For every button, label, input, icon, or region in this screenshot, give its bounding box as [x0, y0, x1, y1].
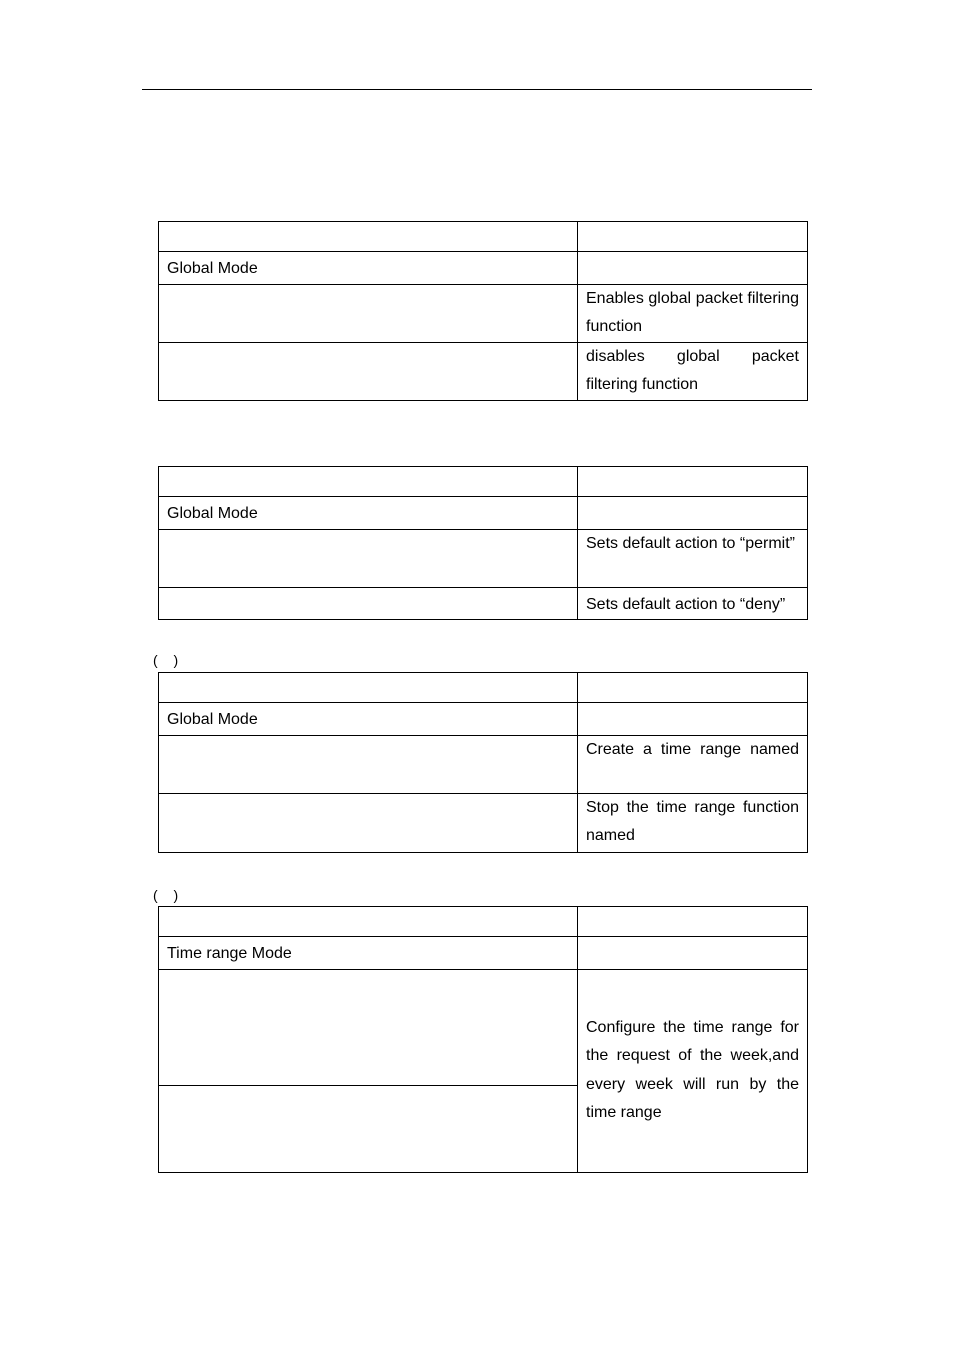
- description-cell: Create a time range named: [578, 735, 808, 793]
- table-row: [159, 937, 808, 970]
- table-row: [159, 587, 808, 620]
- table-row: [159, 735, 808, 793]
- description-cell: disables global packet filtering function: [578, 342, 808, 400]
- description-cell: [578, 937, 808, 970]
- command-cell: [159, 1085, 578, 1172]
- description-cell: Sets default action to “deny”: [578, 587, 808, 620]
- table-row: [159, 284, 808, 342]
- mode-cell: Global Mode: [159, 703, 578, 736]
- description-cell: [578, 222, 808, 252]
- mode-cell: Global Mode: [159, 497, 578, 530]
- description-cell: [578, 252, 808, 285]
- command-cell: [159, 793, 578, 852]
- table-row: [159, 703, 808, 736]
- command-cell: [159, 969, 578, 1085]
- section-label: ( ): [153, 887, 185, 903]
- table-row: [159, 793, 808, 852]
- time-range-table: [158, 672, 808, 853]
- packet-filtering-table: [158, 221, 808, 401]
- default-action-table: [158, 466, 808, 620]
- description-cell: [578, 673, 808, 703]
- description-cell: Stop the time range function named: [578, 793, 808, 852]
- table-header-row: [159, 907, 808, 937]
- table-header-row: [159, 222, 808, 252]
- description-cell: Sets default action to “permit”: [578, 529, 808, 587]
- command-cell: [159, 587, 578, 620]
- command-cell: [159, 529, 578, 587]
- mode-cell: Time range Mode: [159, 937, 578, 970]
- description-cell: Configure the time range for the request of the week,and every week will run by the time range: [578, 969, 808, 1172]
- command-cell: [159, 673, 578, 703]
- table-row: [159, 529, 808, 587]
- description-cell: [578, 907, 808, 937]
- command-cell: [159, 222, 578, 252]
- description-cell: [578, 467, 808, 497]
- command-cell: [159, 907, 578, 937]
- table-header-row: [159, 673, 808, 703]
- command-cell: [159, 284, 578, 342]
- section-label: ( ): [153, 652, 185, 668]
- description-cell: [578, 703, 808, 736]
- table-row: [159, 969, 808, 1085]
- table-row: [159, 497, 808, 530]
- command-cell: [159, 467, 578, 497]
- periodic-time-range-table: [158, 906, 808, 1173]
- table-header-row: [159, 467, 808, 497]
- description-cell: Enables global packet filtering function: [578, 284, 808, 342]
- table-row: [159, 342, 808, 400]
- description-cell: [578, 497, 808, 530]
- mode-cell: Global Mode: [159, 252, 578, 285]
- command-cell: [159, 342, 578, 400]
- table-row: [159, 252, 808, 285]
- header-rule: [142, 89, 812, 90]
- command-cell: [159, 735, 578, 793]
